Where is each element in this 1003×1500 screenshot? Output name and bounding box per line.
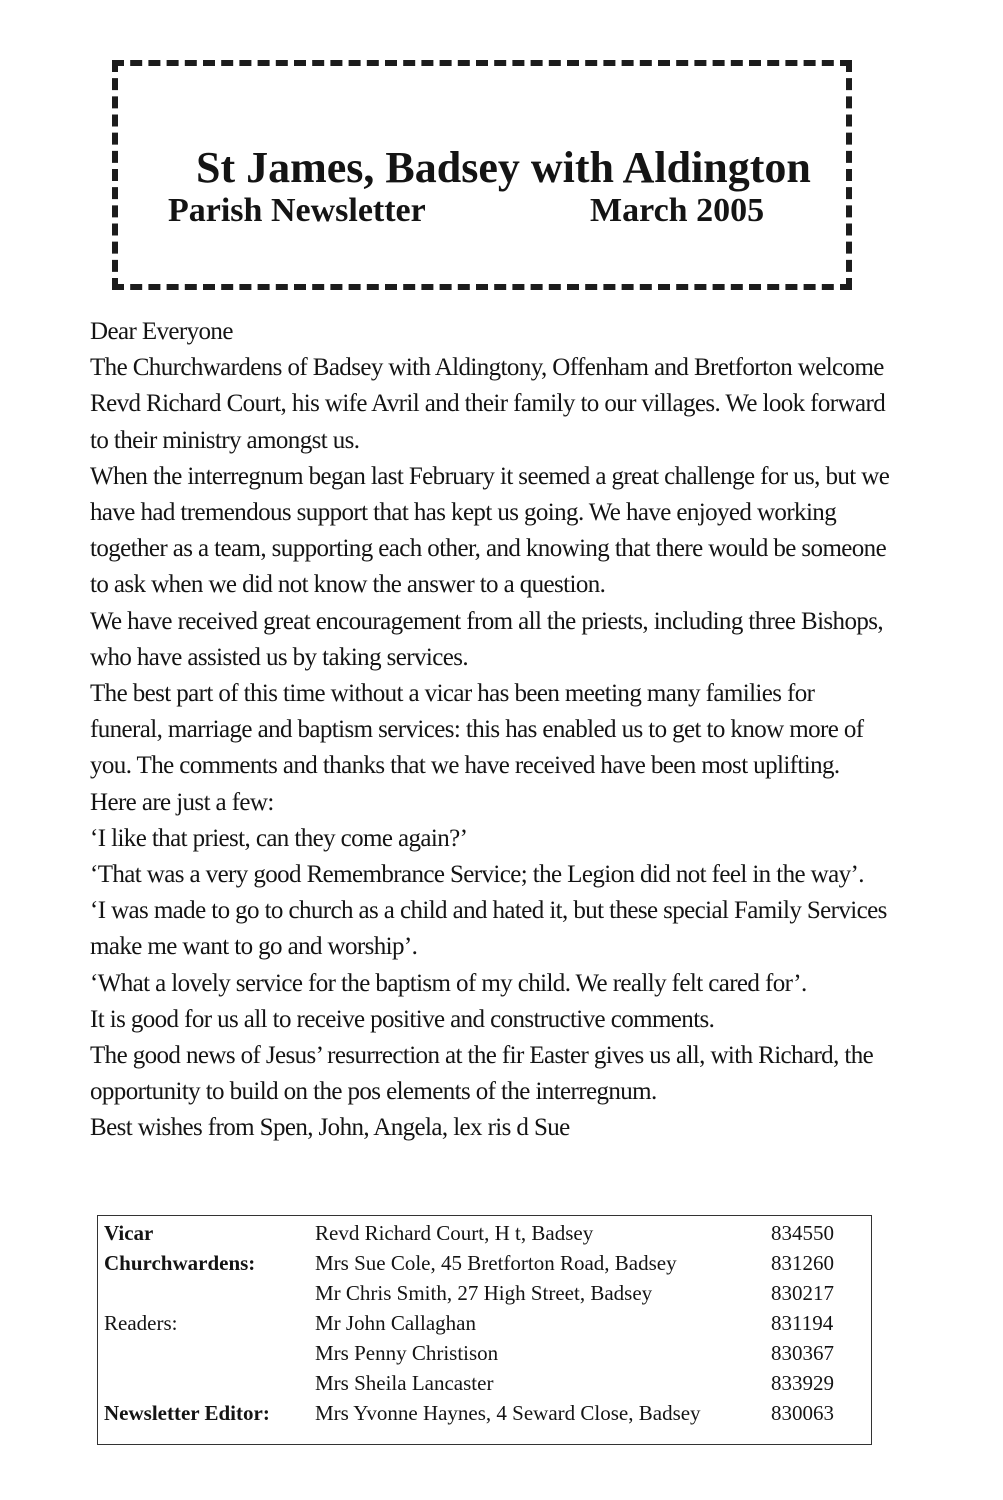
newsletter-masthead bbox=[112, 60, 852, 290]
newsletter-title: St James, Badsey with Aldington bbox=[196, 143, 811, 192]
contact-role bbox=[98, 1278, 309, 1308]
contact-phone: 834550 bbox=[771, 1220, 834, 1245]
letter-paragraph: The Churchwardens of Badsey with Aldingtony, Offenham and Bretforton welcome Revd Richard Court, his wife Avril and their family to our villages. We look forward to their ministry amongst us. bbox=[90, 354, 886, 454]
contact-phone: 830217 bbox=[771, 1280, 834, 1305]
contact-name: Revd Richard Court, H t, Badsey bbox=[315, 1220, 594, 1245]
contact-name: Mrs Penny Christison bbox=[315, 1340, 499, 1365]
contacts-box bbox=[97, 1215, 872, 1445]
letter-signoff: Best wishes from Spen, John, Angela, lex ris d Sue bbox=[90, 1114, 570, 1142]
contact-row bbox=[98, 1218, 861, 1248]
letter-quote: ‘That was a very good Remembrance Service; the Legion did not feel in the way’. bbox=[90, 861, 864, 889]
letter-paragraph: It is good for us all to receive positive and constructive comments. bbox=[90, 1005, 715, 1033]
contact-row bbox=[98, 1278, 861, 1308]
letter-greeting: Dear Everyone bbox=[90, 318, 233, 345]
contact-role bbox=[98, 1368, 309, 1398]
contact-row bbox=[98, 1248, 861, 1278]
issue-date: March 2005 bbox=[590, 192, 765, 229]
contact-role: Readers: bbox=[104, 1310, 178, 1335]
contact-phone: 830367 bbox=[771, 1340, 834, 1365]
letter-quote: ‘I like that priest, can they come again?’ bbox=[90, 824, 468, 852]
letter-quote: ‘What a lovely service for the baptism of my child. We really felt cared for’. bbox=[90, 969, 807, 997]
contacts-table bbox=[98, 1218, 861, 1428]
contact-row bbox=[98, 1368, 861, 1398]
contact-phone: 831260 bbox=[771, 1250, 834, 1275]
contact-phone: 831194 bbox=[771, 1310, 834, 1335]
churchwardens-letter bbox=[90, 314, 890, 1147]
contact-phone: 830063 bbox=[771, 1400, 834, 1425]
contact-role: Vicar bbox=[104, 1220, 154, 1245]
contact-name: Mr John Callaghan bbox=[315, 1310, 476, 1335]
contact-row bbox=[98, 1398, 861, 1428]
contact-role bbox=[98, 1338, 309, 1368]
letter-paragraph: The best part of this time without a vicar has been meeting many families for funeral, marriage and baptism services: this has enabled us to get to know more of you. The comments and thanks that we have received have been most uplifting. Here are just a few: bbox=[90, 680, 864, 816]
contact-row bbox=[98, 1308, 861, 1338]
letter-paragraph: The good news of Jesus’ resurrection at the fir Easter gives us all, with Richard, the opportunity to build on the pos elements of the interregnum. bbox=[90, 1042, 874, 1106]
contact-row bbox=[98, 1338, 861, 1368]
letter-paragraph: We have received great encouragement from all the priests, including three Bishops, who have assisted us by taking services. bbox=[90, 607, 884, 671]
contact-name: Mrs Sue Cole, 45 Bretforton Road, Badsey bbox=[315, 1250, 677, 1275]
contact-name: Mr Chris Smith, 27 High Street, Badsey bbox=[315, 1280, 653, 1305]
newsletter-subtitle: Parish Newsletter bbox=[168, 192, 426, 229]
contact-name: Mrs Sheila Lancaster bbox=[315, 1370, 494, 1395]
contact-role: Churchwardens: bbox=[104, 1250, 256, 1275]
contact-role: Newsletter Editor: bbox=[104, 1400, 270, 1425]
contact-name: Mrs Yvonne Haynes, 4 Seward Close, Badsey bbox=[315, 1400, 701, 1425]
letter-paragraph: When the interregnum began last February it seemed a great challenge for us, but we have had tremendous support that has kept us going. We have enjoyed working together as a team, supporting each other, and knowing that there would be someone to ask when we did not know the answer to a question. bbox=[90, 462, 890, 599]
letter-quote: ‘I was made to go to church as a child and hated it, but these special Family Services make me want to go and worship’. bbox=[90, 897, 887, 961]
contact-phone: 833929 bbox=[771, 1370, 834, 1395]
